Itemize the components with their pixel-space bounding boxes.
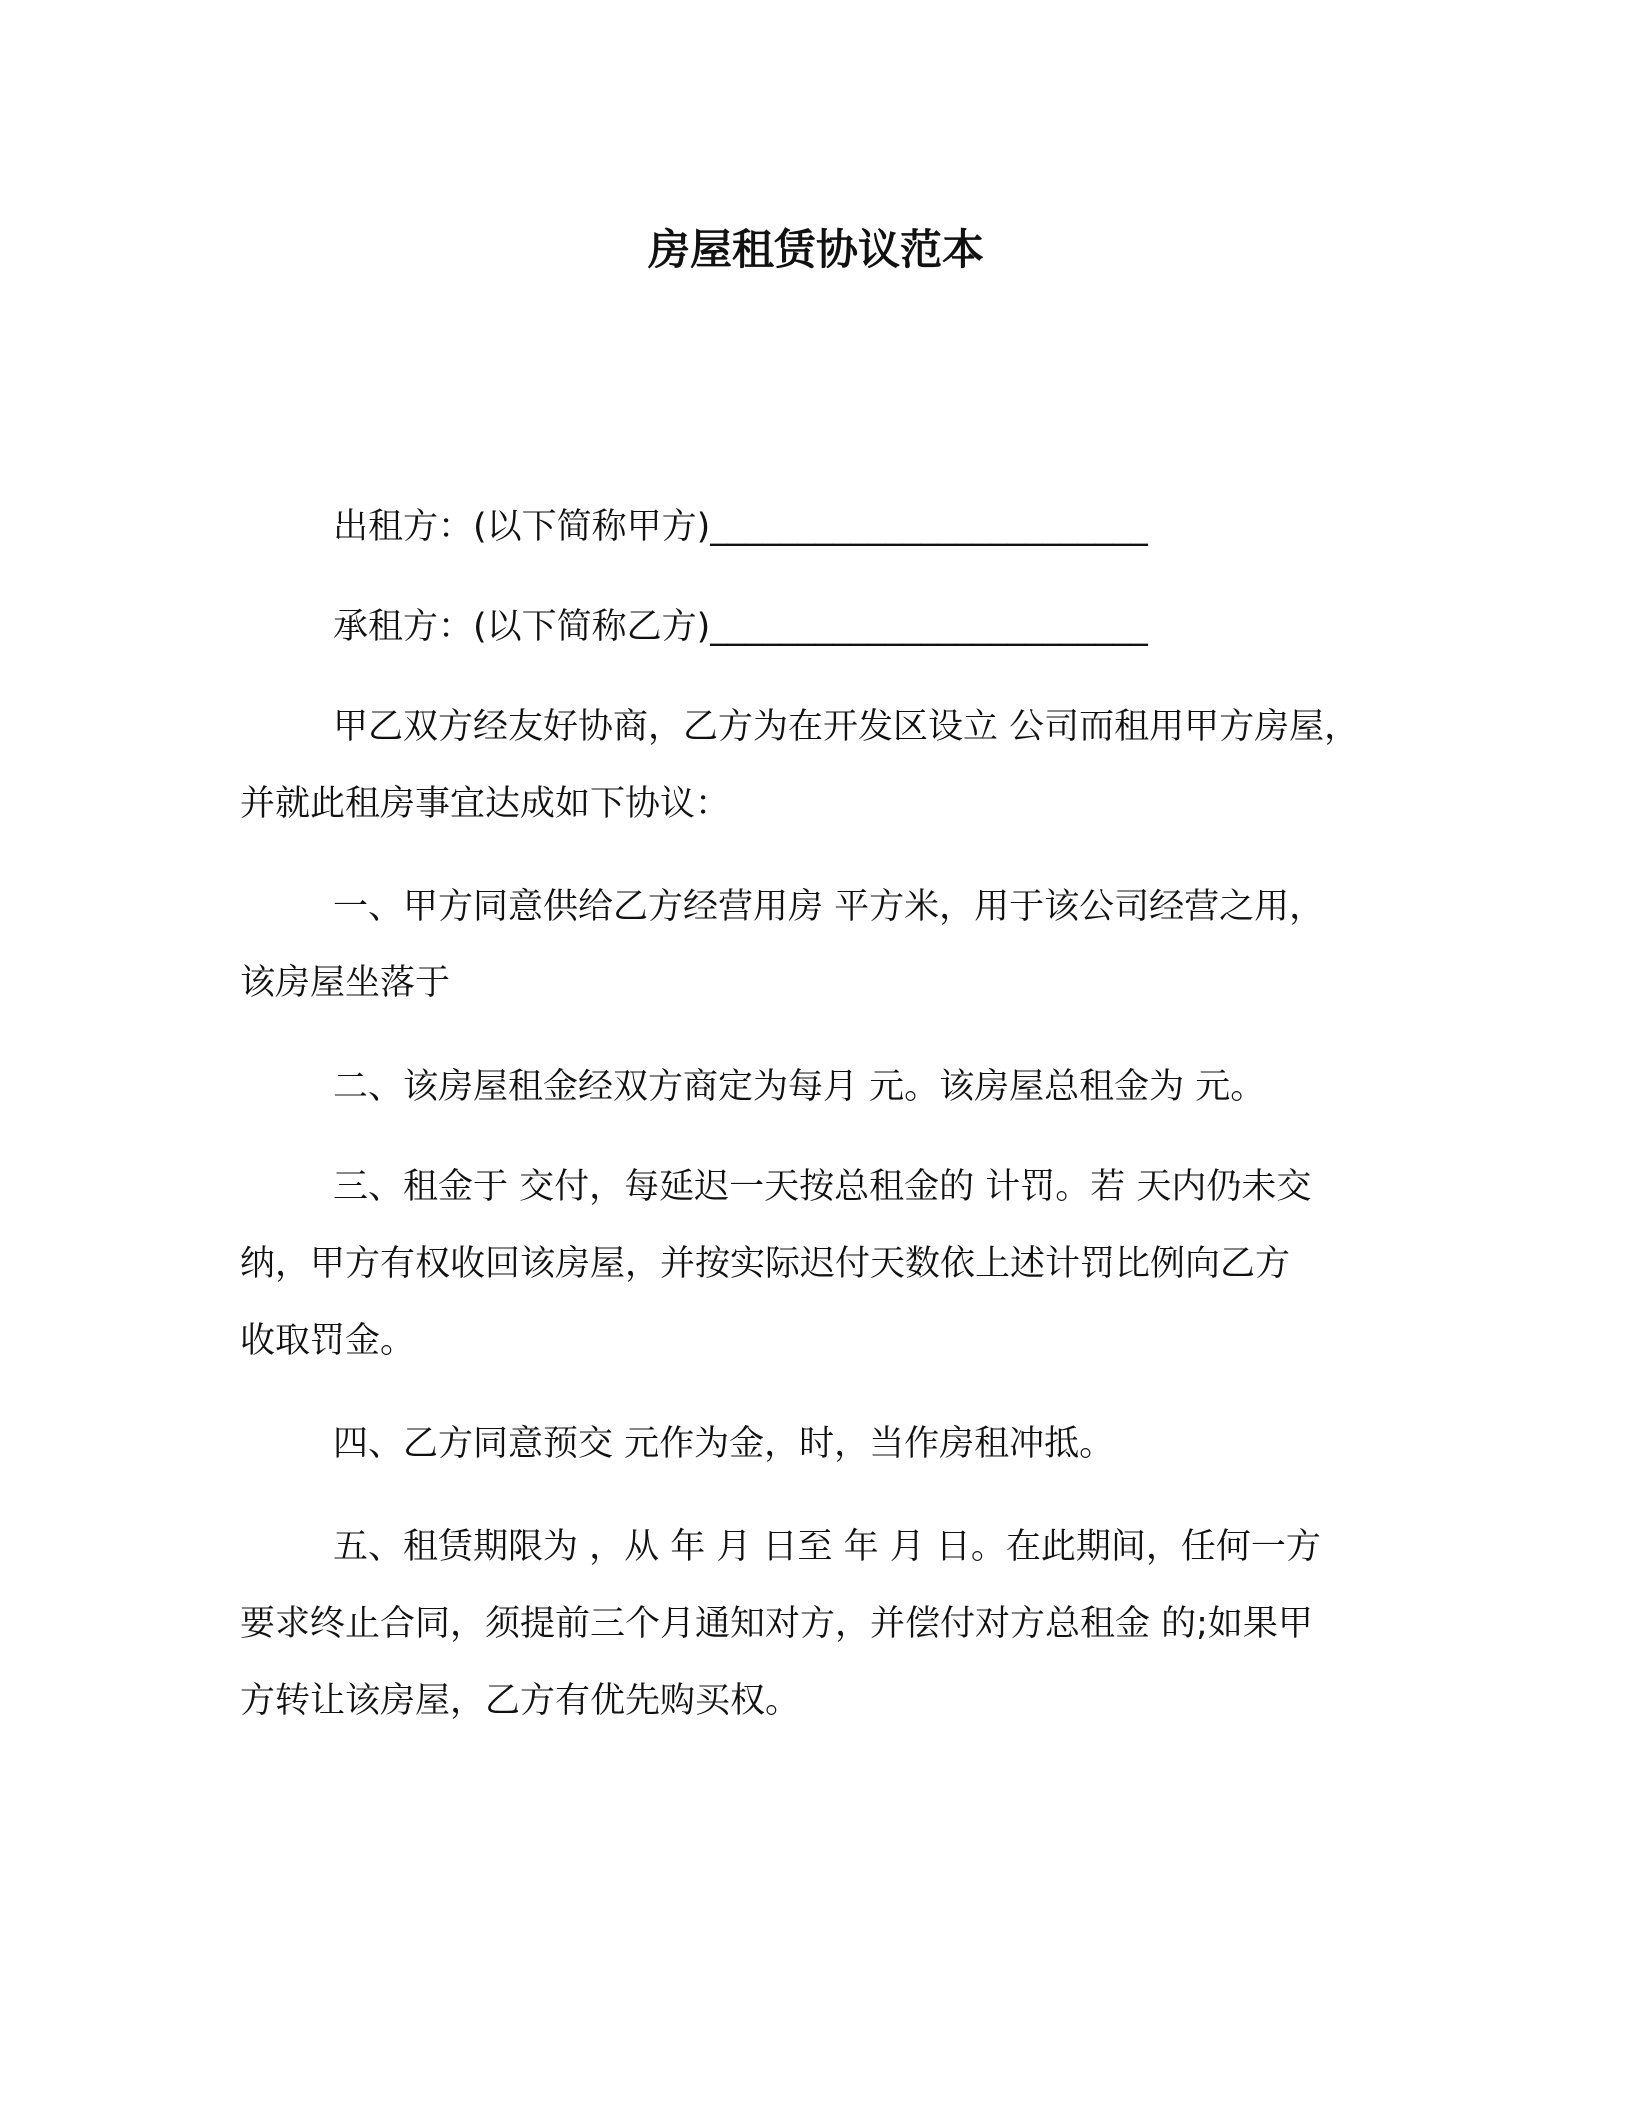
intro-line-2: 并就此租房事宜达成如下协议：	[240, 784, 731, 824]
clause-1-line-1: 一、甲方同意供给乙方经营用房 平方米，用于该公司经营之用，	[333, 887, 1325, 927]
clause-2-line-1: 二、该房屋租金经双方商定为每月 元。该房屋总租金为 元。	[333, 1067, 1266, 1107]
clause-5-line-1: 五、租赁期限为 ，从 年 月 日至 年 月 日。在此期间，任何一方	[333, 1527, 1321, 1567]
intro-line-1: 甲乙双方经友好协商，乙方为在开发区设立 公司而租用甲方房屋，	[333, 707, 1360, 747]
lessor-line: 出租方：(以下简称甲方)_________________________	[333, 507, 1148, 547]
lessee-line: 承租方：(以下简称乙方)_________________________	[333, 607, 1148, 647]
clause-1-line-2: 该房屋坐落于	[240, 963, 451, 1003]
clause-5-line-2: 要求终止合同，须提前三个月通知对方，并偿付对方总租金 的;如果甲	[240, 1604, 1313, 1644]
clause-3-line-3: 收取罚金。	[240, 1321, 416, 1361]
clause-3-line-1: 三、租金于 交付，每延迟一天按总租金的 计罚。若 天内仍未交	[333, 1167, 1312, 1207]
clause-5-line-3: 方转让该房屋，乙方有优先购买权。	[240, 1681, 801, 1721]
document-title: 房屋租赁协议范本	[647, 225, 984, 274]
clause-3-line-2: 纳，甲方有权收回该房屋，并按实际迟付天数依上述计罚比例向乙方	[240, 1244, 1291, 1284]
clause-4-line-1: 四、乙方同意预交 元作为金，时，当作房租冲抵。	[333, 1424, 1115, 1464]
